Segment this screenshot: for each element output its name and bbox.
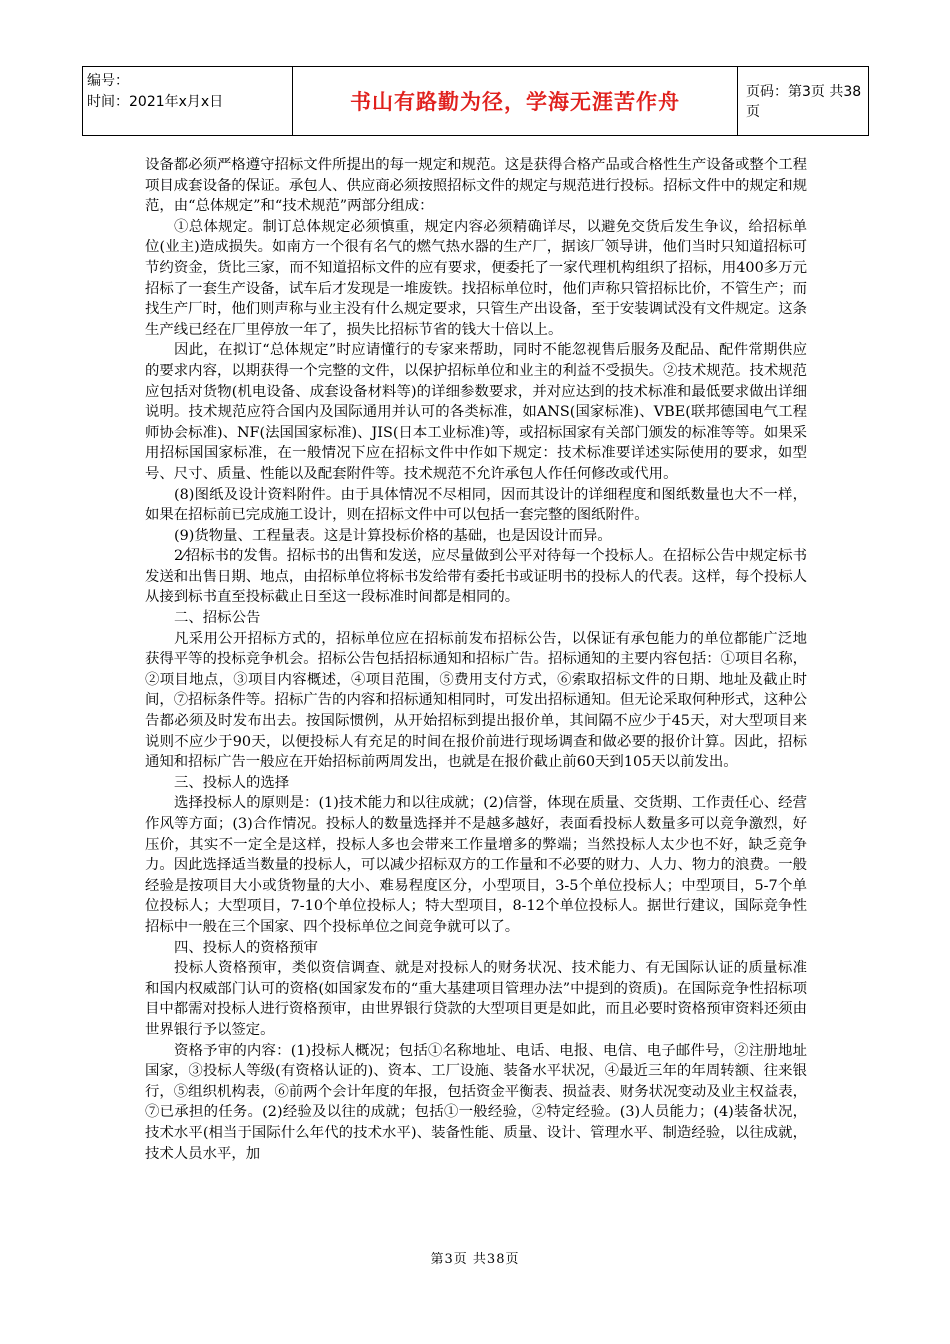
page-header (82, 66, 869, 136)
paragraph: (9)货物量、工程量表。这是计算投标价格的基础，也是因设计而异。 (174, 527, 612, 544)
paragraph: 设备都必须严格遵守招标文件所提出的每一规定和规范。这是获得合格产品或合格性生产设备或整个工程项目成套设备的保证。承包人、供应商必须按照招标文件的规定与规范进行投标。招标文件中的规定和规范，由“总体规定”和“技术规范”两部分组成： (145, 157, 807, 215)
page-footer: 第3页 共38页 (430, 1252, 520, 1267)
section-heading: 三、投标人的选择 (174, 774, 290, 791)
paragraph: 选择投标人的原则是：(1)技术能力和以往成就；(2)信誉，体现在质量、交货期、工作责任心、经营作风等方面；(3)合作情况。投标人的数量选择并不是越多越好，表面看投标人数量多可以竞争激烈，好压价，其实不一定全是这样，投标人多也会带来工作量增多的弊端；当然投标人太少也不好，缺乏竞争力。因此选择适当数量的投标人，可以减少招标双方的工作量和不必要的财力、人力、物力的浪费。一般经验是按项目大小或货物量的大小、难易程度区分，小型项目，3-5个单位投标人；中型项目，5-7个单位投标人；大型项目，7-10个单位投标人；特大型项目，8-12个单位投标人。据世行建议，国际竞争性招标中一般在三个国家、四个投标单位之间竞争就可以了。 (145, 795, 807, 935)
paragraph: 凡采用公开招标方式的，招标单位应在招标前发布招标公告，以保证有承包能力的单位都能广泛地获得平等的投标竞争机会。招标公告包括招标通知和招标广告。招标通知的主要内容包括：①项目名称，②项目地点，③项目内容概述，④项目范围，⑤费用支付方式，⑥索取招标文件的日期、地址及截止时间，⑦招标条件等。招标广告的内容和招标通知相同时，可发出招标通知。但无论采取何种形式，这种公告都必须及时发布出去。按国际惯例，从开始招标到提出报价单，其间隔不应少于45天，对大型项目来说则不应少于90天，以便投标人有充足的时间在报价前进行现场调查和做必要的报价计算。因此，招标通知和招标广告一般应在开始招标前两周发出，也就是在报价截止前60天到105天以前发出。 (145, 630, 807, 771)
document-number-label: 编号： (87, 73, 129, 89)
paragraph: 因此，在拟订“总体规定”时应请懂行的专家来帮助，同时不能忽视售后服务及配品、配件常期供应的要求内容，以期获得一个完整的文件，以保护招标单位和业主的利益不受损失。②技术规范。技术规范应包括对货物(机电设备、成套设备材料等)的详细参数要求，并对应达到的技术标准和最低要求做出详细说明。技术规范应符合国内及国际通用并认可的各类标准，如ANS(国家标准)、VBE(联邦德国电气工程师协会标准)、NF(法国国家标准)、JIS(日本工业标准)等，或招标国家有关部门颁发的标准等等。如果采用招标国国家标准，在一般情况下应在招标文件中作如下规定：技术标准要详述实际使用的要求，如型号、尺寸、质量、性能以及配套附件等。技术规范不允许承包人作任何修改或代用。 (145, 342, 807, 482)
paragraph: 投标人资格预审，类似资信调查、就是对投标人的财务状况、技术能力、有无国际认证的质量标准和国内权威部门认可的资格(如国家发布的“重大基建项目管理办法”中提到的资质)。在国际竞争性招标项目中都需对投标人进行资格预审，由世界银行贷款的大型项目更是如此，而且必要时资格预审资料还须由世界银行予以签定。 (145, 960, 807, 1038)
section-heading: 四、投标人的资格预审 (174, 939, 318, 956)
paragraph: ①总体规定。制订总体规定必须慎重，规定内容必须精确详尽，以避免交货后发生争议，给招标单位(业主)造成损失。如南方一个很有名气的燃气热水器的生产厂，据该厂领导讲，他们当时只知道招标可节约资金，货比三家，而不知道招标文件的应有要求，便委托了一家代理机构组织了招标，用400多万元招标了一套生产设备，试车后才发现是一堆废铁。找招标单位时，他们声称只管招标比价，不管生产；而找生产厂时，他们则声称与业主没有什么规定要求，只管生产出设备，至于安装调试没有文件规定。这条生产线已经在厂里停放一年了，损失比招标节省的钱大十倍以上。 (145, 218, 807, 338)
document-body (145, 155, 807, 1164)
paragraph: 资格予审的内容：(1)投标人概况；包括①名称地址、电话、电报、电信、电子邮件号，②注册地址国家，③投标人等级(有资格认证的)、资本、工厂设施、装备水平状况，④最近三年的年周转额、往来银行，⑤组织机构表，⑥前两个会计年度的年报，包括资金平衡表、损益表、财务状况变动及业主权益表，⑦已承担的任务。(2)经验及以往的成就；包括①一般经验，②特定经验。(3)人员能力；(4)装备状况，技术水平(相当于国际什么年代的技术水平)、装备性能、质量、设计、管理水平、制造经验，以往成就，技术人员水平，加 (145, 1042, 807, 1162)
paragraph: (8)图纸及设计资料附件。由于具体情况不尽相同，因而其设计的详细程度和图纸数量也大不一样，如果在招标前已完成施工设计，则在招标文件中可以包括一套完整的图纸附件。 (145, 486, 807, 524)
header-motto: 书山有路勤为径，学海无涯苦作舟 (293, 67, 738, 135)
header-page-info: 页码：第3页 共38页 (746, 84, 862, 120)
document-time-label: 时间：2021年x月x日 (87, 94, 224, 110)
section-heading: 二、招标公告 (174, 610, 261, 627)
paragraph: 2⁄招标书的发售。招标书的出售和发送，应尽量做到公平对待每一个投标人。在招标公告中规定标书发送和出售日期、地点，由招标单位将标书发给带有委托书或证明书的投标人的代表。这样，每个投标人从接到标书直至投标截止日至这一段标准时间都是相同的。 (145, 548, 807, 606)
header-meta (83, 67, 293, 135)
